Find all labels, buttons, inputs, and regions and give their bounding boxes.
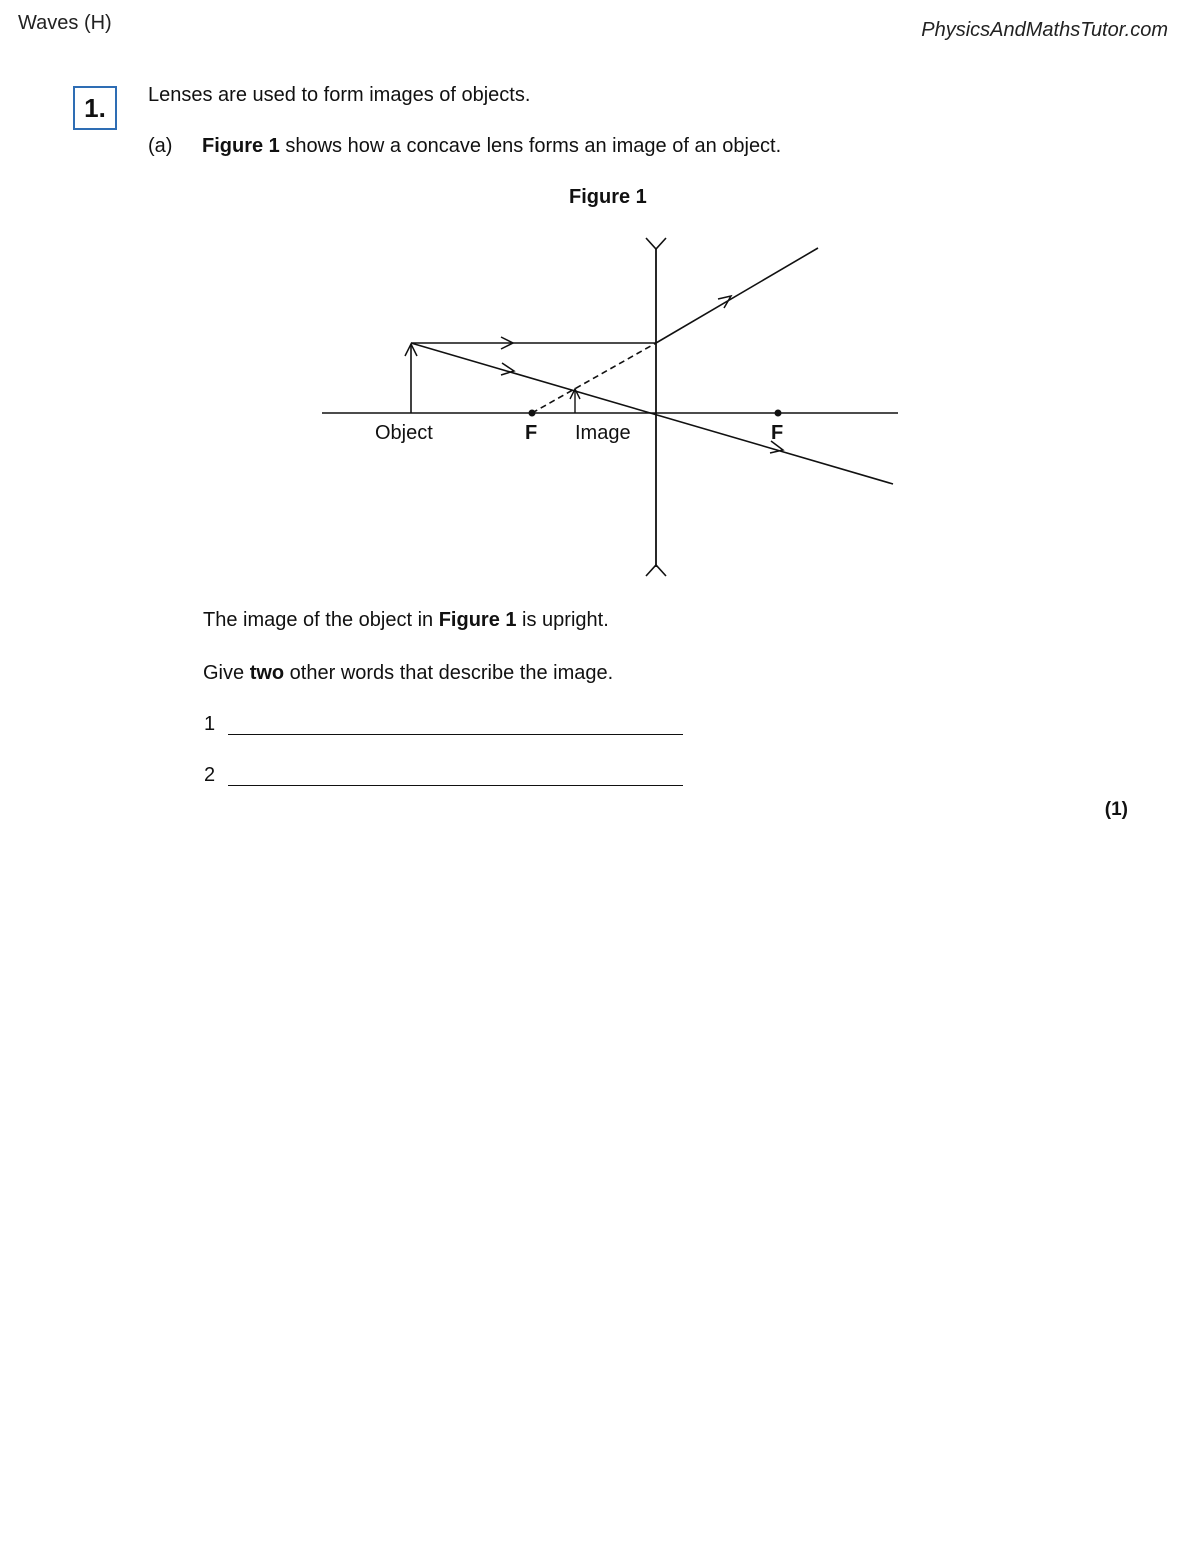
- header-topic: Waves (H): [18, 12, 112, 34]
- answer-number-2: 2: [204, 764, 216, 786]
- prompt-line-2: [203, 662, 613, 685]
- prompt-line-1: [203, 609, 609, 632]
- answer-line-2[interactable]: [228, 785, 683, 786]
- prompt-line-1-post: is upright.: [516, 609, 609, 631]
- label-object: Object: [375, 422, 433, 444]
- question-number: 1.: [84, 92, 106, 123]
- part-a-figure-ref: Figure 1: [202, 135, 280, 157]
- question-intro: Lenses are used to form images of objects.: [148, 84, 531, 106]
- focal-point-right: [775, 410, 782, 417]
- prompt-line-1-bold: Figure 1: [438, 609, 517, 631]
- answer-line-1[interactable]: [228, 734, 683, 735]
- diverging-ray: [656, 248, 818, 343]
- concave-lens-ray-diagram: [0, 0, 1200, 600]
- prompt-line-1-pre: The image of the object in: [203, 609, 439, 631]
- prompt-line-2-post: other words that describe the image.: [284, 662, 614, 684]
- header-source: PhysicsAndMathsTutor.com: [921, 19, 1168, 41]
- concave-lens: [646, 238, 666, 576]
- figure-title: Figure 1: [569, 186, 647, 208]
- parallel-ray: [411, 337, 656, 349]
- label-focal-left: F: [525, 422, 538, 444]
- part-a-label: (a): [148, 135, 173, 157]
- prompt-line-2-pre: Give: [203, 662, 250, 684]
- focal-point-left: [529, 410, 536, 417]
- virtual-ray-dashed: [532, 343, 656, 413]
- label-focal-right: F: [771, 422, 784, 444]
- label-image: Image: [575, 422, 631, 444]
- part-a-text-rest: shows how a concave lens forms an image of an object.: [279, 135, 782, 157]
- marks-indicator: (1): [1104, 799, 1128, 820]
- prompt-line-2-bold: two: [249, 662, 285, 684]
- object-arrow: [405, 344, 417, 413]
- answer-number-1: 1: [204, 713, 216, 735]
